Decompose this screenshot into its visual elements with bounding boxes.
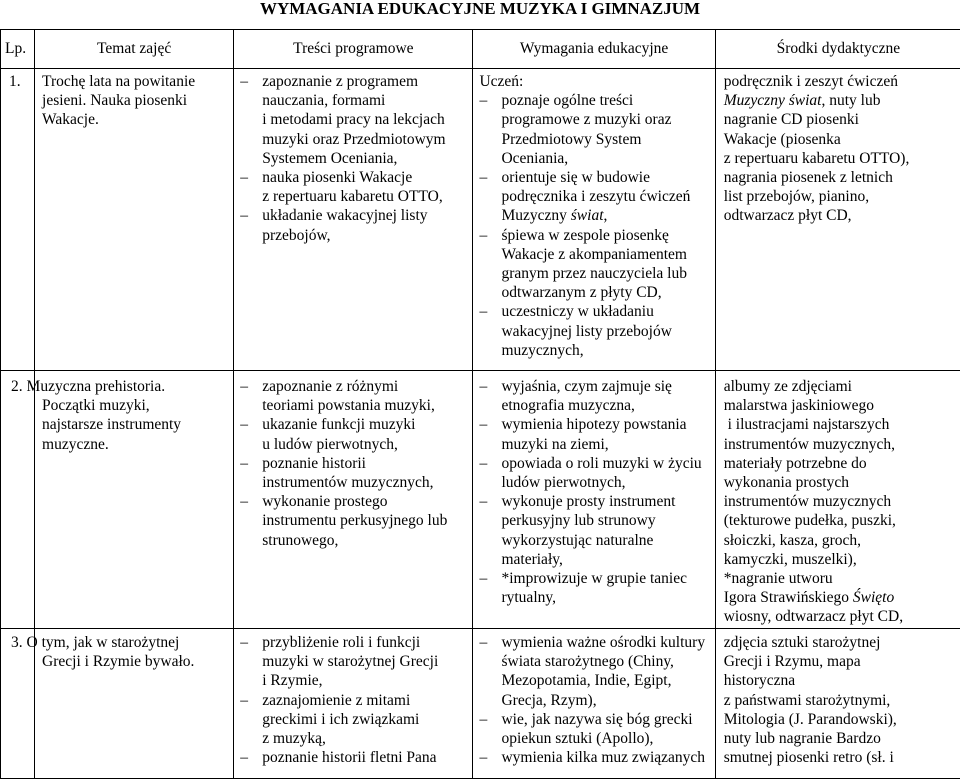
list-item: – uczestniczy w układaniu wakacyjnej listy przebojów muzycznych, bbox=[479, 302, 710, 360]
topic-line: 2. Muzyczna prehistoria. bbox=[11, 377, 229, 396]
topic-line: muzyczne. bbox=[42, 435, 229, 454]
list-item: – śpiewa w zespole piosenkę Wakacje z akompaniamentem granym przez nauczyciela lub odtwarzanym z płyty CD, bbox=[479, 226, 710, 303]
list-item: – nauka piosenki Wakacje z repertuaru kabaretu OTTO, bbox=[240, 168, 468, 206]
list-item: – *improwizuje w grupie taniec rytualny, bbox=[479, 569, 710, 607]
requirements-cell bbox=[473, 371, 715, 629]
topic-line: Trochę lata na powitanie bbox=[42, 72, 229, 91]
topic-cell bbox=[35, 69, 234, 371]
document-title: WYMAGANIA EDUKACYJNE MUZYKA I GIMNAZJUM bbox=[0, 0, 960, 20]
list-item: – poznaje ogólne treści programowe z muzyki oraz Przedmiotowy System Oceniania, bbox=[479, 91, 710, 168]
topic-line: Wakacje. bbox=[42, 110, 229, 129]
header-materials: Środki dydaktyczne bbox=[715, 30, 960, 69]
requirements-cell bbox=[473, 69, 715, 371]
topic-line: Początki muzyki, bbox=[42, 396, 229, 415]
materials-cell: zdjęcia sztuki starożytnej Grecji i Rzymu, mapa historyczna z państwami starożytnymi, Mitologia (J. Parandowski), nuty lub nagranie Bardzo smutnej piosenki retro (sł. i bbox=[715, 629, 960, 779]
list-item: – wyjaśnia, czym zajmuje się etnografia muzyczna, bbox=[479, 377, 710, 415]
list-item: – orientuje się w budowie podręcznika i zeszytu ćwiczeń Muzyczny świat, bbox=[479, 168, 710, 226]
content-cell bbox=[234, 371, 473, 629]
list-item: – układanie wakacyjnej listy przebojów, bbox=[240, 206, 468, 244]
table-header-row bbox=[1, 30, 960, 69]
list-item: – przybliżenie roli i funkcji muzyki w starożytnej Grecji i Rzymie, bbox=[240, 633, 468, 691]
requirements-cell bbox=[473, 629, 715, 779]
topic-line: najstarsze instrumenty bbox=[42, 415, 229, 434]
materials-cell: podręcznik i zeszyt ćwiczeń Muzyczny świat, nuty lub nagranie CD piosenki Wakacje (piosenka z repertuaru kabaretu OTTO), nagrania piosenek z letnich list przebojów, pianino, odtwarzacz płyt CD, bbox=[715, 69, 960, 371]
list-item: – wymienia kilka muz związanych bbox=[479, 748, 710, 767]
list-item: – wykonanie prostego instrumentu perkusyjnego lub strunowego, bbox=[240, 492, 468, 550]
header-requirements: Wymagania edukacyjne bbox=[473, 30, 715, 69]
requirements-intro: Uczeń: bbox=[479, 72, 710, 91]
list-item: – wymienia hipotezy powstania muzyki na ziemi, bbox=[479, 415, 710, 453]
list-item: – zapoznanie z programem nauczania, formami i metodami pracy na lekcjach muzyki oraz Przedmiotowym Systemem Oceniania, bbox=[240, 72, 468, 168]
table-row bbox=[1, 629, 960, 779]
lp-cell: 1. bbox=[1, 69, 35, 371]
list-item: – ukazanie funkcji muzyki u ludów pierwotnych, bbox=[240, 415, 468, 453]
table-row bbox=[1, 371, 960, 629]
list-item: – poznanie historii instrumentów muzycznych, bbox=[240, 454, 468, 492]
list-item: – poznanie historii fletni Pana bbox=[240, 748, 468, 767]
header-topic: Temat zajęć bbox=[35, 30, 234, 69]
topic-cell bbox=[35, 371, 234, 629]
requirements-table bbox=[0, 29, 960, 779]
list-item: – opowiada o roli muzyki w życiu ludów pierwotnych, bbox=[479, 454, 710, 492]
list-item: – wie, jak nazywa się bóg grecki opiekun sztuki (Apollo), bbox=[479, 710, 710, 748]
content-cell bbox=[234, 629, 473, 779]
header-lp: Lp. bbox=[1, 30, 35, 69]
topic-cell bbox=[35, 629, 234, 779]
topic-line: 3. O tym, jak w starożytnej bbox=[11, 633, 229, 652]
list-item: – wykonuje prosty instrument perkusyjny lub strunowy wykorzystując naturalne materiały, bbox=[479, 492, 710, 569]
content-cell bbox=[234, 69, 473, 371]
topic-line: jesieni. Nauka piosenki bbox=[42, 91, 229, 110]
header-content: Treści programowe bbox=[234, 30, 473, 69]
table-row bbox=[1, 69, 960, 371]
list-item: – zaznajomienie z mitami greckimi i ich związkami z muzyką, bbox=[240, 691, 468, 749]
lp-cell bbox=[1, 371, 35, 629]
list-item: – zapoznanie z różnymi teoriami powstania muzyki, bbox=[240, 377, 468, 415]
materials-cell: albumy ze zdjęciami malarstwa jaskiniowego i ilustracjami najstarszych instrumentów muzycznych, materiały potrzebne do wykonania prostych instrumentów muzycznych (tekturowe pudełka, puszki, słoiczki, kasza, groch, kamyczki, muszelki), *nagranie utworu Igora Strawińskiego Święto wiosny, odtwarzacz płyt CD, bbox=[715, 371, 960, 629]
topic-line: Grecji i Rzymie bywało. bbox=[42, 652, 229, 671]
list-item: – wymienia ważne ośrodki kultury świata starożytnego (Chiny, Mezopotamia, Indie, Egipt, Grecja, Rzym), bbox=[479, 633, 710, 710]
